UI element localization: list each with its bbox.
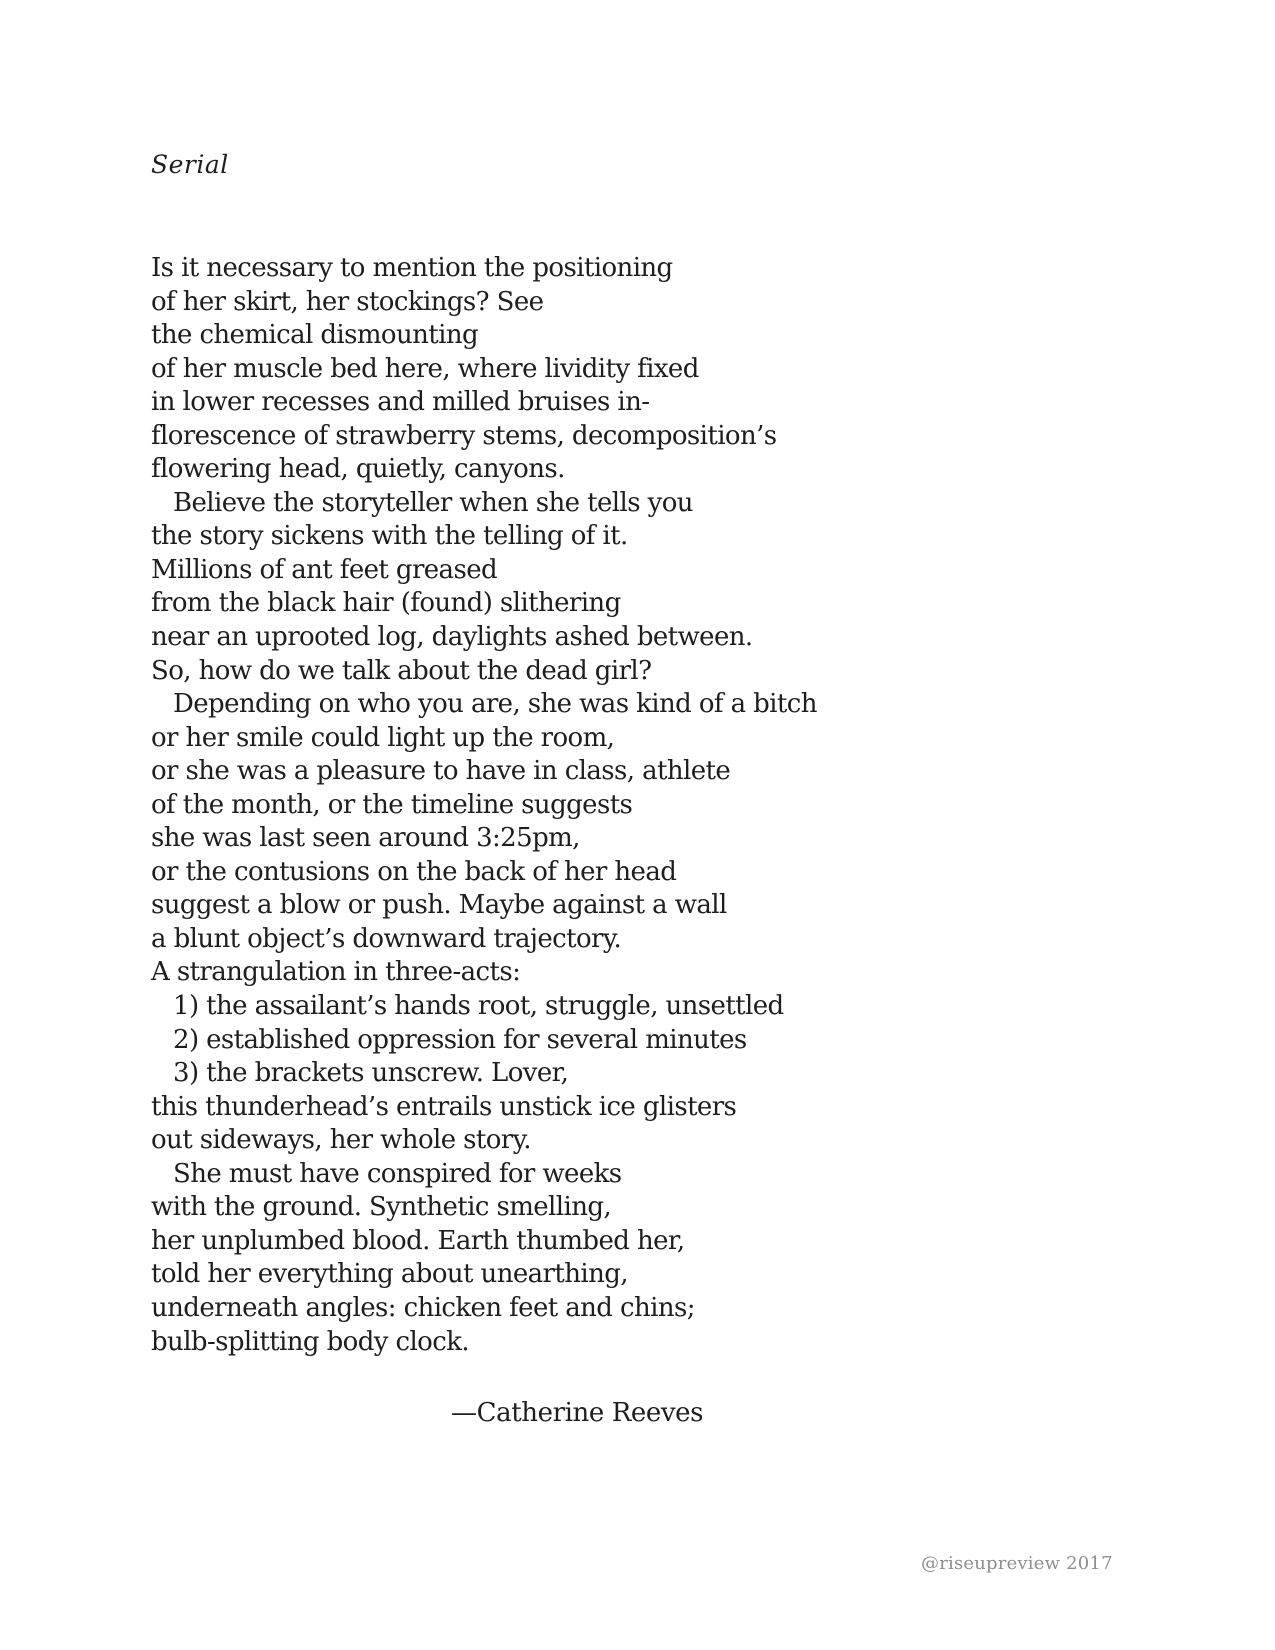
poem-line: told her everything about unearthing, [151,1259,628,1290]
poem-title: Serial [151,150,229,179]
poem-line: A strangulation in three-acts: [151,957,521,988]
poem-line: 1) the assailant’s hands root, struggle, unsettled [173,991,784,1022]
poem-line: her unplumbed blood. Earth thumbed her, [151,1225,685,1256]
poem-line: suggest a blow or push. Maybe against a wall [151,890,727,921]
poem-line: near an uprooted log, daylights ashed between. [151,622,753,653]
poem-line: 2) established oppression for several minutes [173,1024,747,1055]
poem-line: a blunt object’s downward trajectory. [151,923,622,954]
poem-line: underneath angles: chicken feet and chins; [151,1292,695,1323]
poem-line: of her skirt, her stockings? See [151,286,544,317]
poem-line: out sideways, her whole story. [151,1125,531,1156]
poem-line: So, how do we talk about the dead girl? [151,655,652,686]
poem-line: Millions of ant feet greased [151,554,498,585]
poem-line: she was last seen around 3:25pm, [151,823,580,854]
poem-line: bulb-splitting body clock. [151,1326,470,1357]
poem-body [151,252,817,1359]
poem-line: Is it necessary to mention the positioning [151,253,673,283]
poem-line: flowering head, quietly, canyons. [151,454,565,485]
poem-line: or her smile could light up the room, [151,722,615,753]
poem-line: with the ground. Synthetic smelling, [151,1192,612,1223]
poem-line: this thunderhead’s entrails unstick ice glisters [151,1091,737,1122]
poem-line: of the month, or the timeline suggests [151,789,633,820]
poem-line: from the black hair (found) slithering [151,588,621,619]
copyright-watermark: @riseupreview 2017 [921,1553,1113,1574]
poem-line: Depending on who you are, she was kind of a bitch [173,689,817,720]
poem-line: Believe the storyteller when she tells you [173,487,693,518]
poem-line: She must have conspired for weeks [173,1158,622,1189]
poem-line: the chemical dismounting [151,320,479,351]
poem-line: 3) the brackets unscrew. Lover, [173,1058,569,1089]
poem-line: or she was a pleasure to have in class, athlete [151,756,731,787]
poem-line: of her muscle bed here, where lividity fixed [151,353,699,384]
poem-line: florescence of strawberry stems, decomposition’s [151,420,777,451]
poem-line: the story sickens with the telling of it. [151,521,628,552]
author-attribution: —Catherine Reeves [451,1398,704,1428]
poem-line: in lower recesses and milled bruises in- [151,387,650,418]
poem-line: or the contusions on the back of her head [151,856,677,887]
